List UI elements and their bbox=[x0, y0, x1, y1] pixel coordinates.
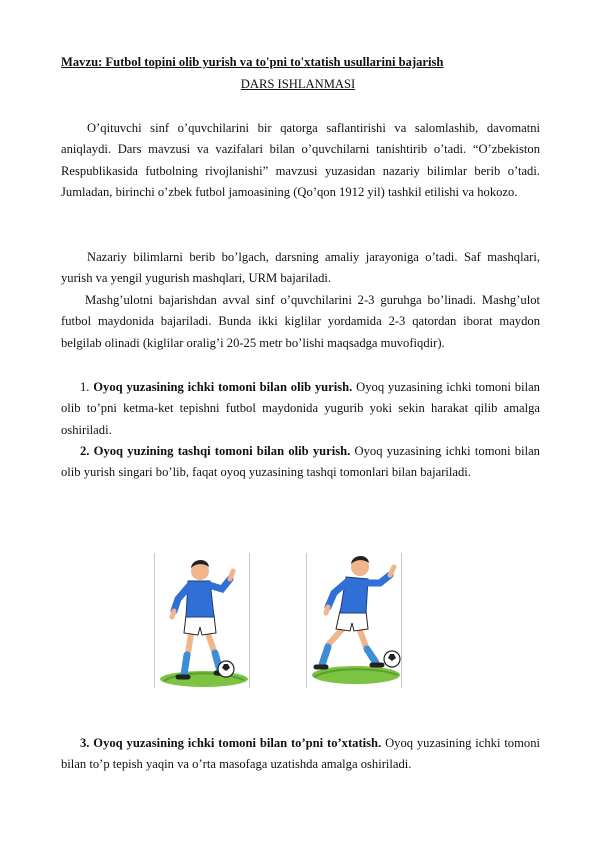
exercise-item-1 bbox=[61, 377, 540, 441]
exercise-item-3: 3. Oyoq yuzasining ichki tomoni bilan to’pni to’xtatish. Oyoq yuzasining ichki tomoni bilan to’p tepish yaqin va o’rta masofaga uzatishda amalga oshiriladi. bbox=[61, 736, 540, 772]
item-heading: Oyoq yuzasining ichki tomoni bilan olib yurish. bbox=[93, 380, 353, 394]
item-number: 2 bbox=[80, 444, 87, 458]
document-subtitle: DARS ISHLANMASI bbox=[240, 77, 356, 91]
item-heading: Oyoq yuzasining ichki tomoni bilan to’pni to’xtatish. bbox=[93, 736, 382, 750]
item-text: Oyoq yuzasining ichki tomoni bilan to’p tepish yaqin va o’rta masofaga uzatishda amalga oshiriladi. bbox=[61, 736, 540, 772]
item-number: 3 bbox=[80, 736, 87, 750]
footballer-dribbling-image bbox=[154, 553, 250, 688]
exercise-item-2: 2. Oyoq yuzining tashqi tomoni bilan olib yurish. Oyoq yuzasining ichki tomoni bilan olib yurish singari bo’lib, faqat oyoq yuzasining tashqi tomonlari bilan bajariladi. bbox=[61, 444, 540, 480]
groups-paragraph: Mashg’ulotni bajarishdan avval sinf o’quvchilarini 2-3 guruhga bo’linadi. Mashg’ulot futbol maydonida bajariladi. Bunda ikki kiglilar yordamida 2-3 qatordan iborat maydon belgilab olinadi (kiglilar oralig’i 20-25 metr bo’lishi maqsadga muvofiqdir). bbox=[61, 293, 540, 350]
topic-heading: Mavzu: Futbol topini olib yurish va to'pni to'xtatish usullarini bajarish bbox=[61, 55, 444, 69]
practice-paragraph: Nazariy bilimlarni berib bo’lgach, darsning amaliy jarayoniga o’tadi. Saf mashqlari, yurish va yengil yugurish mashqlari, URM bajariladi. bbox=[61, 250, 540, 286]
footballer-illustration-1 bbox=[154, 553, 250, 688]
item-text: Oyoq yuzasining ichki tomoni bilan olib yurish singari bo’lib, faqat oyoq yuzasining tashqi tomonlari bilan bajariladi. bbox=[61, 444, 540, 480]
intro-paragraph: O’qituvchi sinf o’quvchilarini bir qatorga saflantirishi va salomlashib, davomatni aniqlaydi. Dars mavzusi va vazifalari bilan o’quvchilarni tanishtirib o’tadi. “O’zbekiston Respublikasida futbolning rivojlanishi” mavzusi yuzasidan nazariy bilimlar berib o’tadi. Jumladan, birinchi o’zbek futbol jamoasining (Qo’qon 1912 yil) tashkil etilishi va hokozo. bbox=[61, 121, 540, 199]
item-heading: Oyoq yuzining tashqi tomoni bilan olib yurish. bbox=[93, 444, 351, 458]
item-text: Oyoq yuzasining ichki tomoni bilan olib to’pni ketma-ket tepishni futbol maydonida yugurib yoki sekin harakat qilib amalga oshiriladi. bbox=[61, 380, 540, 437]
footballer-dribbling-image bbox=[306, 553, 402, 688]
footballer-illustration-2 bbox=[306, 553, 402, 688]
item-number: 1. bbox=[80, 380, 90, 394]
